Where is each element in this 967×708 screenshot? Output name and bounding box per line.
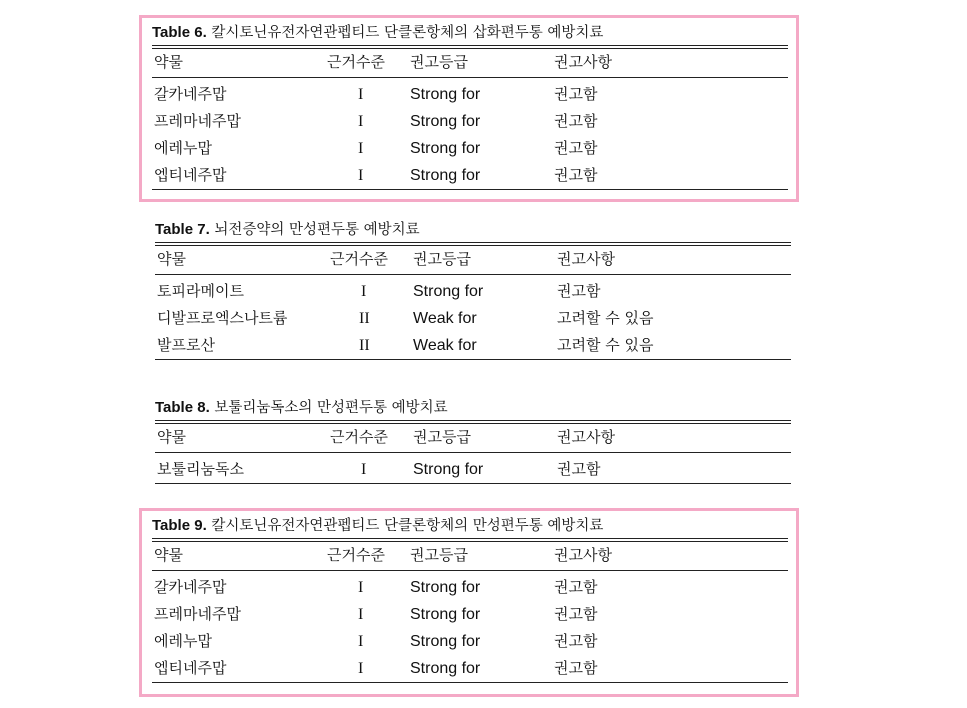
header-row [155,424,791,452]
evidence-level-cell: I [358,633,364,650]
table-caption [152,514,788,538]
table-8 [142,390,802,487]
evidence-level-cell: I [358,579,364,596]
table-row [155,305,791,332]
table-body [152,571,788,682]
table-content [152,514,788,683]
table-label: Table 9. [152,517,207,534]
table-row [155,456,791,483]
table-caption [152,21,788,45]
column-header-recommendation: 권고사항 [557,250,615,268]
evidence-level-cell: I [361,283,367,300]
recommendation-cell: 권고함 [554,632,598,650]
table-body [155,275,791,359]
column-header-evidence: 근거수준 [327,546,385,564]
recommendation-cell: 권고함 [554,166,598,184]
column-header-drug: 약물 [157,428,186,446]
table-row [152,628,788,655]
table-title: 보툴리눔독소의 만성편두통 예방치료 [214,400,448,416]
table-content [155,218,791,360]
table-label: Table 6. [152,24,207,41]
table-caption [155,396,791,420]
drug-cell: 엡티네주맙 [154,166,227,184]
evidence-level-cell: I [358,660,364,677]
recommendation-cell: 권고함 [554,85,598,103]
column-header-recommendation: 권고사항 [554,53,612,71]
table-7 [142,212,802,364]
column-header-grade: 권고등급 [413,250,471,268]
table-row [152,601,788,628]
column-header-drug: 약물 [157,250,186,268]
column-header-grade: 권고등급 [413,428,471,446]
grade-cell: Strong for [410,86,481,103]
drug-cell: 프레마네주맙 [154,112,241,130]
bottom-rule [152,189,788,190]
evidence-level-cell: I [358,113,364,130]
header-row [152,542,788,570]
bottom-rule [155,483,791,484]
table-9 [139,508,799,697]
recommendation-cell: 권고함 [557,282,601,300]
drug-cell: 에레누맙 [154,139,212,157]
column-header-grade: 권고등급 [410,546,468,564]
table-title: 칼시토닌유전자연관펩티드 단클론항체의 만성편두통 예방치료 [211,518,604,534]
drug-cell: 갈카네주맙 [154,85,227,103]
recommendation-cell: 권고함 [557,460,601,478]
table-content [155,396,791,484]
drug-cell: 갈카네주맙 [154,578,227,596]
table-row [152,655,788,682]
grade-cell: Strong for [410,579,481,596]
header-row [155,246,791,274]
grade-cell: Weak for [413,310,477,327]
evidence-level-cell: I [361,461,367,478]
grade-cell: Weak for [413,337,477,354]
table-title: 칼시토닌유전자연관펩티드 단클론항체의 삽화편두통 예방치료 [211,25,604,41]
column-header-drug: 약물 [154,53,183,71]
table-caption [155,218,791,242]
recommendation-cell: 고려할 수 있음 [557,336,654,354]
recommendation-cell: 고려할 수 있음 [557,309,654,327]
column-header-grade: 권고등급 [410,53,468,71]
recommendation-cell: 권고함 [554,112,598,130]
drug-cell: 프레마네주맙 [154,605,241,623]
grade-cell: Strong for [410,633,481,650]
drug-cell: 엡티네주맙 [154,659,227,677]
evidence-level-cell: I [358,167,364,184]
table-row [152,81,788,108]
recommendation-cell: 권고함 [554,605,598,623]
column-header-drug: 약물 [154,546,183,564]
drug-cell: 디발프로엑스나트륨 [157,309,288,327]
table-title: 뇌전증약의 만성편두통 예방치료 [214,222,420,238]
table-content [152,21,788,190]
table-row [152,135,788,162]
grade-cell: Strong for [410,113,481,130]
drug-cell: 토피라메이트 [157,282,244,300]
drug-cell: 보툴리눔독소 [157,460,244,478]
evidence-level-cell: I [358,606,364,623]
table-label: Table 8. [155,399,210,416]
table-body [155,453,791,483]
evidence-level-cell: II [359,310,370,327]
table-row [155,332,791,359]
drug-cell: 발프로산 [157,336,215,354]
evidence-level-cell: I [358,86,364,103]
grade-cell: Strong for [410,167,481,184]
table-row [152,162,788,189]
column-header-evidence: 근거수준 [330,250,388,268]
evidence-level-cell: I [358,140,364,157]
grade-cell: Strong for [410,606,481,623]
header-row [152,49,788,77]
column-header-recommendation: 권고사항 [554,546,612,564]
table-row [152,574,788,601]
recommendation-cell: 권고함 [554,139,598,157]
grade-cell: Strong for [410,140,481,157]
table-body [152,78,788,189]
recommendation-cell: 권고함 [554,578,598,596]
table-6 [139,15,799,202]
drug-cell: 에레누맙 [154,632,212,650]
recommendation-cell: 권고함 [554,659,598,677]
table-row [152,108,788,135]
column-header-evidence: 근거수준 [327,53,385,71]
table-row [155,278,791,305]
evidence-level-cell: II [359,337,370,354]
column-header-recommendation: 권고사항 [557,428,615,446]
grade-cell: Strong for [413,461,484,478]
table-label: Table 7. [155,221,210,238]
column-header-evidence: 근거수준 [330,428,388,446]
bottom-rule [155,359,791,360]
grade-cell: Strong for [410,660,481,677]
bottom-rule [152,682,788,683]
grade-cell: Strong for [413,283,484,300]
